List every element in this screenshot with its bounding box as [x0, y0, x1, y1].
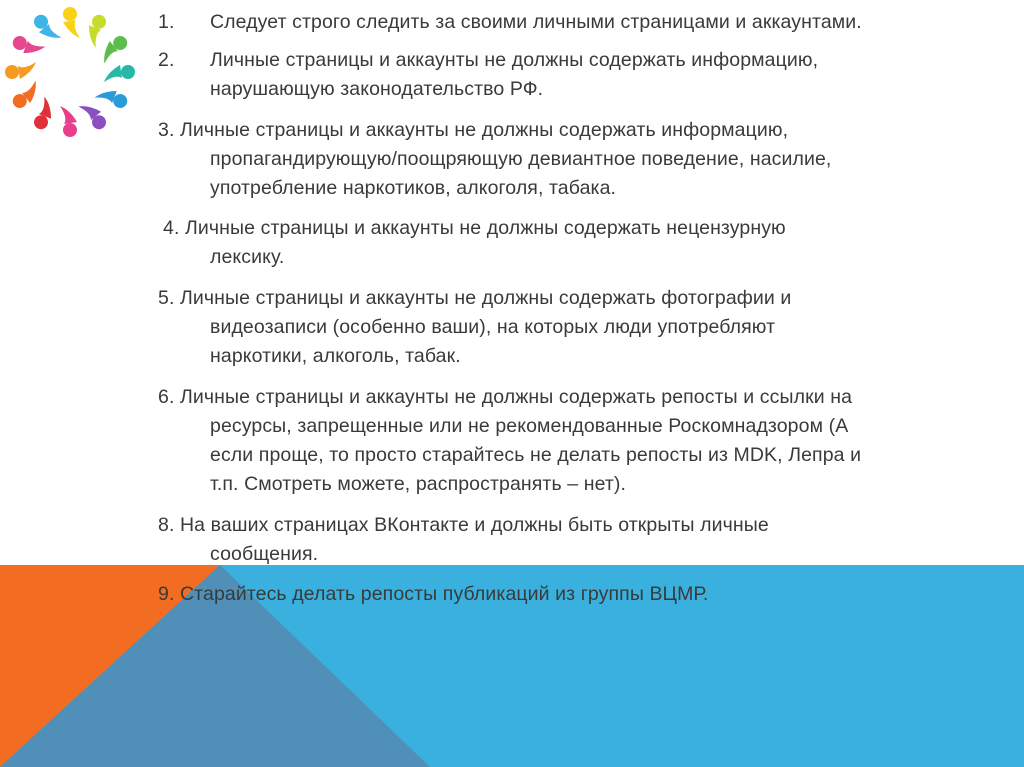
list-item-4: [163, 214, 786, 272]
list-item-line: [158, 116, 831, 145]
list-item-text: Личные страницы и аккаунты не должны содержать фотографии и: [180, 287, 792, 309]
list-item-line: если проще, то просто старайтесь не делать репосты из MDK, Лепра и: [210, 444, 862, 466]
list-item-2: [158, 46, 818, 104]
list-item-line: т.п. Смотреть можете, распространять – нет).: [210, 473, 627, 495]
list-item-8: [158, 511, 769, 569]
list-item-line: нарушающую законодательство РФ.: [210, 78, 544, 100]
list-item-line: видеозаписи (особенно ваши), на которых люди употребляют: [210, 316, 776, 338]
list-item-line: [158, 46, 818, 75]
list-item-number: 8.: [158, 514, 175, 536]
list-item-line: ресурсы, запрещенные или не рекомендованные Роскомнадзором (А: [210, 415, 849, 437]
list-item-line: [158, 383, 861, 412]
list-item-number: 4.: [163, 217, 180, 239]
list-item-number: 3.: [158, 119, 175, 141]
list-item-line: сообщения.: [210, 543, 319, 565]
list-item-1: [158, 8, 862, 37]
list-item-5: [158, 284, 791, 371]
list-item-line: пропагандирующую/поощряющую девиантное поведение, насилие,: [210, 148, 832, 170]
list-item-line: употребление наркотиков, алкоголя, табака.: [210, 177, 617, 199]
list-item-line: [158, 284, 791, 313]
list-item-text: Личные страницы и аккаунты не должны содержать информацию,: [180, 119, 789, 141]
list-item-line: [158, 580, 708, 609]
list-item-number: 9.: [158, 583, 175, 605]
list-item-text: Личные страницы и аккаунты не должны содержать нецензурную: [185, 217, 786, 239]
list-item-text: Личные страницы и аккаунты не должны содержать информацию,: [210, 49, 819, 71]
list-item-number: 2.: [158, 49, 175, 71]
list-item-3: [158, 116, 831, 203]
list-item-number: 6.: [158, 386, 175, 408]
list-item-number: 5.: [158, 287, 175, 309]
list-item-number: 1.: [158, 11, 175, 33]
list-item-line: [158, 511, 769, 540]
list-item-line: [158, 8, 862, 37]
list-item-6: [158, 383, 861, 499]
list-item-text: Следует строго следить за своими личными страницами и аккаунтами.: [210, 11, 862, 33]
list-item-line: лексику.: [210, 246, 285, 268]
list-item-9: [158, 580, 708, 609]
list-item-line: [163, 214, 786, 243]
list-item-text: Старайтесь делать репосты публикаций из группы ВЦМР.: [180, 583, 709, 605]
list-item-text: На ваших страницах ВКонтакте и должны быть открыты личные: [180, 514, 769, 536]
list-item-line: наркотики, алкоголь, табак.: [210, 345, 461, 367]
list-item-text: Личные страницы и аккаунты не должны содержать репосты и ссылки на: [180, 386, 853, 408]
